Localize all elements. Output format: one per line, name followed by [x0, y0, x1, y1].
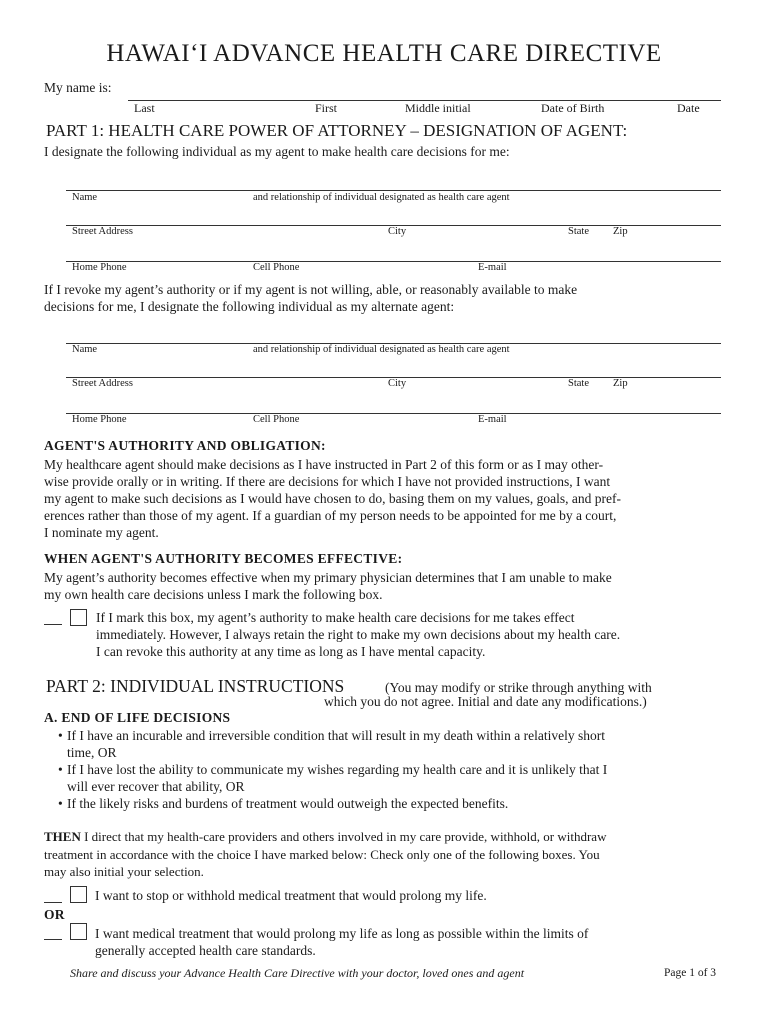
agent-cell-phone-label: Cell Phone	[253, 262, 300, 273]
then-line3: may also initial your selection.	[44, 864, 204, 879]
name-field-date-of-birth: Date of Birth	[541, 101, 605, 115]
end-of-life-heading: A. END OF LIFE DECISIONS	[44, 710, 231, 725]
alternate-intro-line2: decisions for me, I designate the following individual as my alternate agent:	[44, 299, 455, 314]
condition-text: If I have lost the ability to communicate my wishes regarding my health care and it is unlikely that I	[67, 762, 608, 777]
alternate-phone-line[interactable]	[66, 413, 721, 414]
authority-line: I nominate my agent.	[44, 525, 159, 540]
authority-line: My healthcare agent should make decisions as I have instructed in Part 2 of this form or as I may other-	[44, 457, 604, 472]
alternate-name-label: Name	[72, 344, 98, 355]
condition-text: time, OR	[67, 745, 117, 760]
part2-heading: PART 2: INDIVIDUAL INSTRUCTIONS	[46, 676, 345, 696]
conditions-list	[46, 727, 726, 812]
immediate-initial-blank[interactable]	[44, 624, 62, 625]
effective-line: My agent’s authority becomes effective when my primary physician determines that I am unable to make	[44, 570, 612, 585]
immediate-line: If I mark this box, my agent’s authority to make health care decisions for me takes effect	[96, 610, 575, 625]
agent-name-label: Name	[72, 192, 98, 203]
alternate-cell-phone-label: Cell Phone	[253, 414, 300, 425]
prolong-life-initial-blank[interactable]	[44, 939, 62, 940]
part2-note-line2: which you do not agree. Initial and date any modifications.)	[324, 694, 647, 709]
alternate-relationship-label: and relationship of individual designated as health care agent	[253, 344, 510, 355]
then-word: THEN	[44, 829, 81, 844]
stop-treatment-label: I want to stop or withhold medical treatment that would prolong my life.	[95, 888, 487, 903]
prolong-life-line2: generally accepted health care standards.	[95, 943, 316, 958]
agent-city-label: City	[388, 226, 407, 237]
agent-street-label: Street Address	[72, 226, 133, 237]
name-field-date: Date	[677, 101, 700, 115]
name-field-first: First	[315, 101, 338, 115]
name-label: My name is:	[44, 80, 112, 95]
or-label: OR	[44, 907, 65, 922]
alternate-intro-line1: If I revoke my agent’s authority or if my agent is not willing, able, or reasonably available to make	[44, 282, 578, 297]
footer-note: Share and discuss your Advance Health Care Directive with your doctor, loved ones and agent	[70, 966, 525, 980]
name-field-middle-initial: Middle initial	[405, 101, 471, 115]
agent-state-label: State	[568, 226, 589, 237]
immediate-line: immediately. However, I always retain the right to make my own decisions about my health care.	[96, 627, 621, 642]
part1-intro: I designate the following individual as my agent to make health care decisions for me:	[44, 144, 510, 159]
condition-text: If I have an incurable and irreversible condition that will result in my death within a relatively short	[67, 728, 605, 743]
agent-relationship-label: and relationship of individual designated as health care agent	[253, 192, 510, 203]
condition-item	[46, 761, 726, 795]
alternate-zip-label: Zip	[613, 378, 628, 389]
agent-phone-line[interactable]	[66, 261, 721, 262]
alternate-street-label: Street Address	[72, 378, 133, 389]
then-text: I direct that my health-care providers and others involved in my care provide, withhold, or withdraw	[80, 829, 607, 844]
authority-line: erences rather than those of my agent. If a guardian of my person needs to be appointed for me by a court,	[44, 508, 617, 523]
condition-item	[46, 727, 726, 761]
authority-line: my agent to make such decisions as I would have chosen to do, basing them on my values, goals, and pref-	[44, 491, 621, 506]
agent-zip-label: Zip	[613, 226, 628, 237]
part1-heading: PART 1: HEALTH CARE POWER OF ATTORNEY – DESIGNATION OF AGENT:	[46, 121, 628, 140]
agent-email-label: E-mail	[478, 262, 507, 273]
prolong-life-line1: I want medical treatment that would prolong my life as long as possible within the limits of	[95, 926, 589, 941]
stop-treatment-checkbox[interactable]	[70, 886, 87, 903]
immediate-authority-checkbox[interactable]	[70, 609, 87, 626]
immediate-line: I can revoke this authority at any time as long as I have mental capacity.	[96, 644, 486, 659]
name-field-last: Last	[134, 101, 155, 115]
then-line2: treatment in accordance with the choice I have marked below: Check only one of the following boxes. You	[44, 847, 600, 862]
condition-text: If the likely risks and burdens of treatment would outweigh the expected benefits.	[67, 796, 509, 811]
then-line1	[44, 828, 606, 845]
alternate-email-label: E-mail	[478, 414, 507, 425]
condition-text: will ever recover that ability, OR	[67, 779, 245, 794]
authority-heading: AGENT'S AUTHORITY AND OBLIGATION:	[44, 438, 326, 453]
agent-name-line[interactable]	[66, 190, 721, 191]
alternate-city-label: City	[388, 378, 407, 389]
agent-home-phone-label: Home Phone	[72, 262, 127, 273]
alternate-home-phone-label: Home Phone	[72, 414, 127, 425]
prolong-life-checkbox[interactable]	[70, 923, 87, 940]
condition-item	[46, 795, 726, 812]
stop-treatment-initial-blank[interactable]	[44, 902, 62, 903]
effective-line: my own health care decisions unless I mark the following box.	[44, 587, 383, 602]
effective-heading: WHEN AGENT'S AUTHORITY BECOMES EFFECTIVE:	[44, 551, 403, 566]
authority-line: wise provide orally or in writing. If there are decisions for which I have not provided instructions, I want	[44, 474, 611, 489]
part2-note-line1: (You may modify or strike through anything with	[385, 680, 652, 695]
document-title: HAWAI‘I ADVANCE HEALTH CARE DIRECTIVE	[106, 40, 662, 67]
alternate-state-label: State	[568, 378, 589, 389]
page-number: Page 1 of 3	[664, 967, 717, 979]
